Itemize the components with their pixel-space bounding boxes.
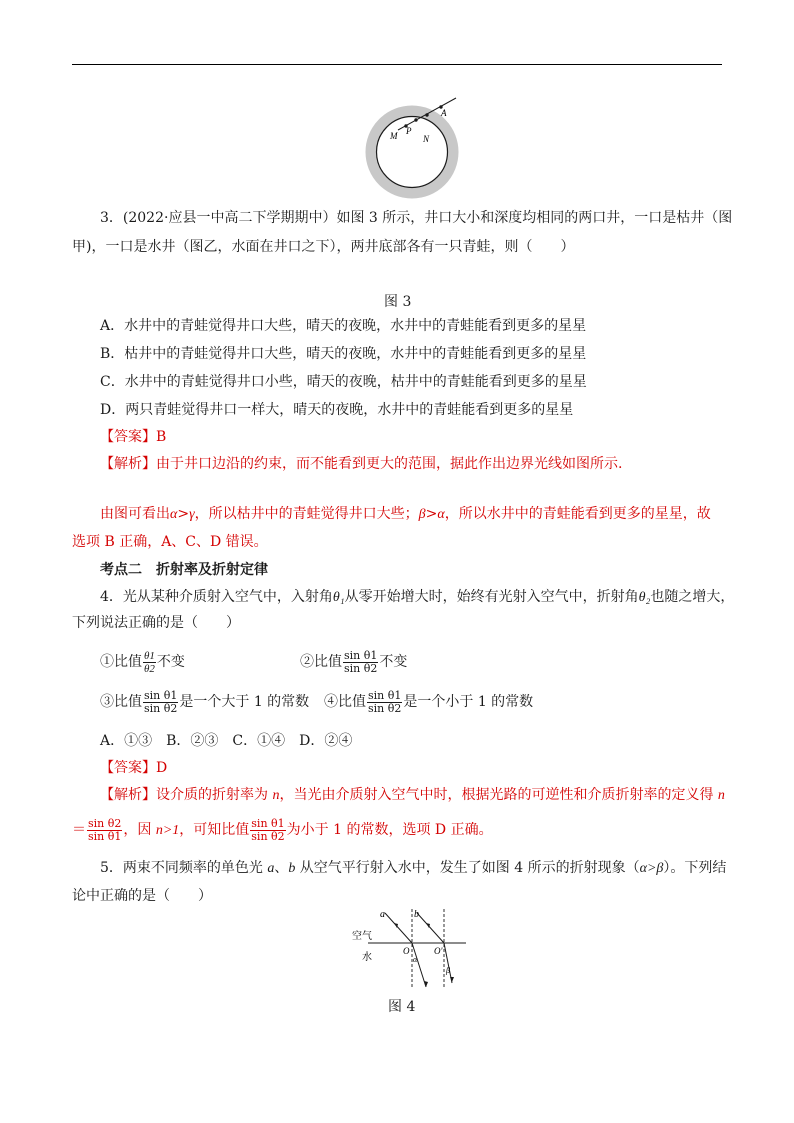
q5-stem-line2: 论中正确的是（ ） [72,888,212,904]
alpha-symbol-2: α [437,507,445,522]
q4-analysis-line2 [72,815,722,846]
gt-symbol-2: > [425,506,438,522]
q3-analysis-line1: 【解析】由于井口边沿的约束，而不能看到更大的范围，据此作出边界光线如图所示. [100,456,623,472]
q3-answer: 【答案】B [100,429,167,445]
q4-statement-2 [300,648,600,676]
q4-analysis-text-a: 【解析】设介质的折射率为 [100,787,273,803]
equals-sign: ＝ [72,822,86,838]
q4-analysis-line1 [100,785,725,806]
q3-analysis-line2 [100,504,722,525]
fig-label-b: b [414,909,419,920]
q4-stem-text-c: 也随之增大， [650,589,735,605]
analysis-fraction-2 [250,818,285,843]
label-M: M [390,131,398,141]
beam-b-label: b [288,861,296,876]
q3-analysis-text-c: ，所以水井中的青蛙能看到更多的星星，故 [444,506,711,522]
q3-figure-caption: 图 3 [384,294,412,310]
s3-suffix: 是一个大于 1 的常数 [179,694,310,710]
alpha-symbol: α [170,507,178,522]
gt-symbol: > [177,506,190,522]
q5-stem-text-a: 5．两束不同频率的单色光 [100,860,268,876]
analysis-frac2-num: sin θ1 [251,816,285,830]
theta2-symbol: θ₂ [638,590,651,605]
s2-suffix: 不变 [379,654,408,670]
refracted-ray-a [412,943,426,987]
refraction-figure [350,905,480,995]
section2-title: 考点二 折射率及折射定律 [100,562,268,578]
q3-stem-line2: 甲)，一口是水井（图乙，水面在井口之下），两井底部各有一只青蛙，则（ ） [72,239,575,255]
arrow-icon [450,977,454,982]
fig-label-alpha: α [413,955,418,964]
point-N [425,113,428,116]
q5-stem-line1 [100,858,727,879]
q4-analysis-text-d: ，可知比值 [179,822,250,838]
theta1-symbol: θ₁ [332,590,345,605]
analysis-frac1-num: sin θ2 [88,816,122,830]
s3-den: sin θ2 [144,701,178,715]
s1-num: θ1 [144,649,155,662]
s1-suffix: 不变 [156,654,185,670]
s3-num: sin θ1 [144,688,178,702]
q5-stem-text-b: 从空气平行射入水中，发生了如图 4 所示的折射现象（ [295,860,640,876]
q5-sep: 、 [274,860,289,876]
s3-fraction [143,690,178,715]
inner-circle [377,117,448,188]
s1-fraction [143,650,156,675]
q4-stem-text-b: 从零开始增大时，始终有光射入空气中，折射角 [344,589,639,605]
analysis-frac1-den: sin θ1 [88,829,122,843]
s1-den: θ2 [144,662,155,675]
fig-label-beta: β [446,966,450,975]
incident-ray-b [417,913,444,943]
fig-label-O: O [403,946,410,956]
label-A: A [441,108,447,118]
label-P: P [406,126,412,136]
alpha-beta-condition: α>β [639,861,664,876]
q4-answer: 【答案】D [100,760,168,776]
incident-ray-a [385,913,412,943]
q5-figure-caption: 图 4 [388,999,416,1015]
s2-prefix: ②比值 [300,654,342,670]
q3-option-a: A．水井中的青蛙觉得井口大些，晴天的夜晚，水井中的青蛙能看到更多的星星 [100,318,587,334]
water-label: 水 [362,952,372,963]
q4-stem-text-a: 4．光从某种介质射入空气中，入射角 [100,589,333,605]
q3-analysis-text-b: ，所以枯井中的青蛙觉得井口大些； [194,506,419,522]
n-symbol: n [272,788,280,803]
fig-label-O-prime: O' [434,946,443,956]
beam-a-label: a [267,861,275,876]
air-label: 空气 [352,931,372,942]
q4-statement-4 [324,688,624,716]
s2-num: sin θ1 [344,648,378,662]
s4-den: sin θ2 [368,701,402,715]
q3-option-d: D．两只青蛙觉得井口一样大，晴天的夜晚，水井中的青蛙能看到更多的星星 [100,402,574,418]
q4-options: A．①③ B．②③ C．①④ D．②④ [100,733,353,749]
q4-stem-line1 [100,587,735,608]
q4-analysis-text-e: 为小于 1 的常数，选项 D 正确。 [286,822,493,838]
s2-den: sin θ2 [344,661,378,675]
point-P [414,118,417,121]
fig-label-a: a [380,909,385,920]
s1-prefix: ①比值 [100,654,142,670]
q4-analysis-text-b: ，当光由介质射入空气中时，根据光路的可逆性和介质折射率的定义得 [279,787,718,803]
s4-num: sin θ1 [368,688,402,702]
s4-suffix: 是一个小于 1 的常数 [403,694,534,710]
header-rule [72,64,722,65]
q3-stem-line1: 3．(2022·应县一中高二下学期期中）如图 3 所示，井口大小和深度均相同的两口井，一口是枯井（图 [100,210,733,226]
q4-analysis-text-c: ，因 [123,822,156,838]
gamma-symbol: γ [189,507,195,522]
s4-prefix: ④比值 [324,694,366,710]
beta-symbol: β [418,507,426,522]
q3-option-c: C．水井中的青蛙觉得井口小些，晴天的夜晚，枯井中的青蛙能看到更多的星星 [100,374,587,390]
label-N: N [423,134,430,144]
n-condition: n>1 [155,823,180,838]
q3-analysis-line3: 选项 B 正确，A、C、D 错误。 [72,534,268,550]
s2-fraction [343,650,378,675]
q3-analysis-text-a: 由图可看出 [100,506,170,522]
q4-stem-line2: 下列说法正确的是（ ） [72,615,240,631]
analysis-frac2-den: sin θ2 [251,829,285,843]
analysis-fraction-1 [87,818,122,843]
n-symbol-2: n [717,788,725,803]
s4-fraction [367,690,402,715]
s3-prefix: ③比值 [100,694,142,710]
q5-stem-text-c: ）。下列结 [663,860,727,876]
circle-figure [360,92,470,202]
q3-option-b: B．枯井中的青蛙觉得井口大些，晴天的夜晚，水井中的青蛙能看到更多的星星 [100,346,587,362]
